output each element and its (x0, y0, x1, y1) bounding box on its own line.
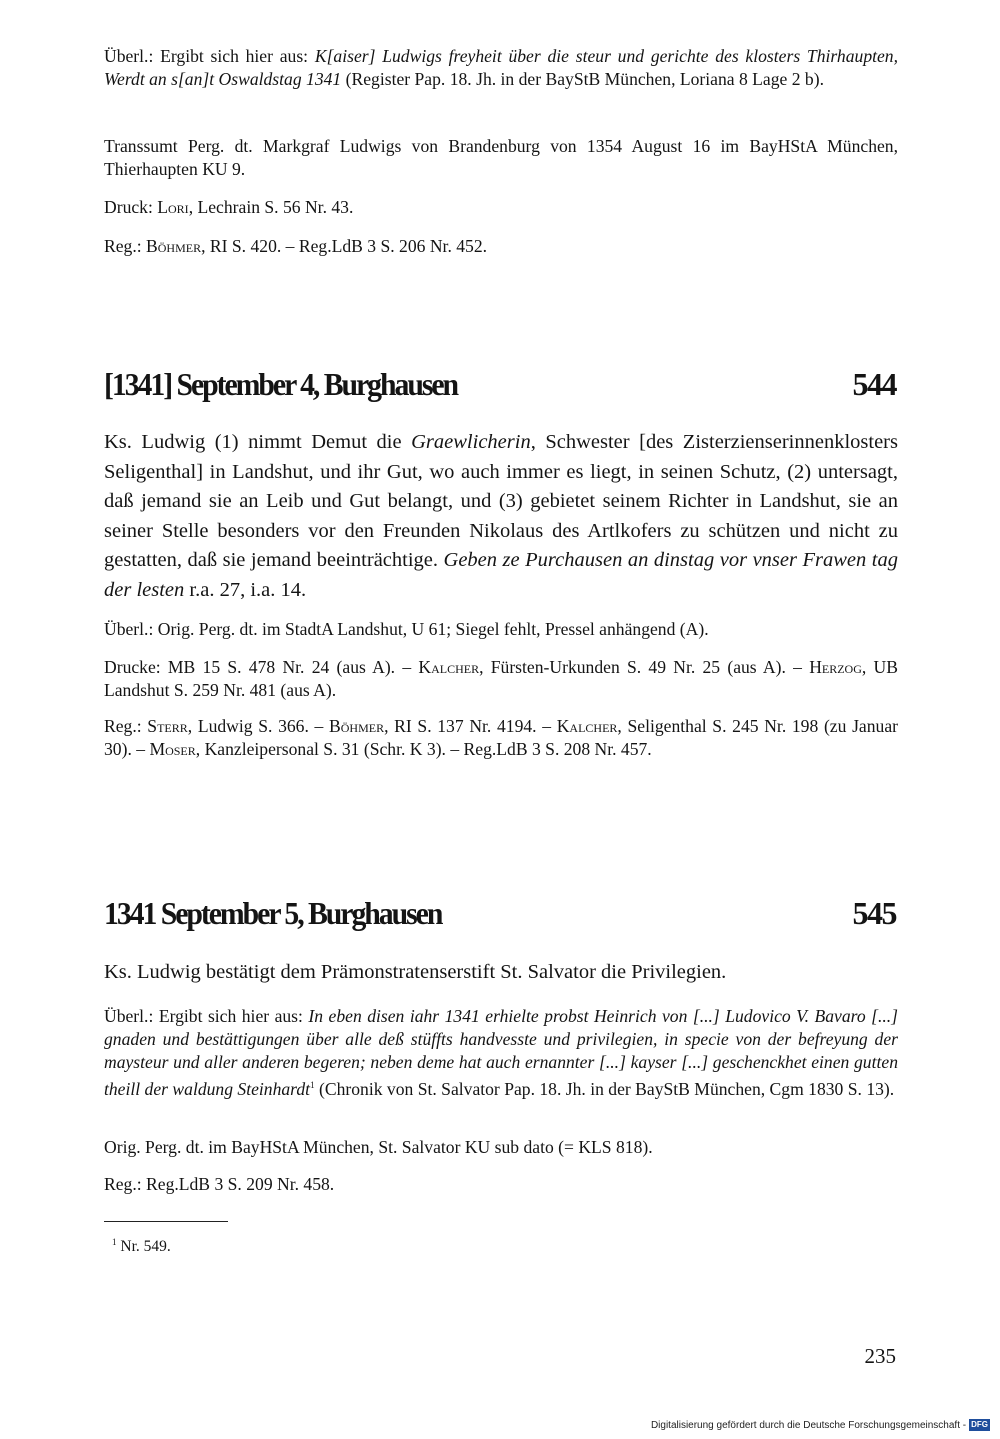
entry-545-summary: Ks. Ludwig bestätigt dem Prämonstratenserstift St. Salvator die Privilegien. (104, 961, 727, 983)
entry-545-number: 545 (852, 895, 896, 931)
entry-545-heading: 1341 September 5, Burghausen (104, 895, 442, 931)
entry-545-reg: Reg.: Reg.LdB 3 S. 209 Nr. 458. (104, 1174, 335, 1194)
top-transsumt: Transsumt Perg. dt. Markgraf Ludwigs von Brandenburg von 1354 August 16 im BayHStA München, Thierhaupten KU 9. (104, 136, 898, 179)
top-ueberl: Überl.: Ergibt sich hier aus: K[aiser] Ludwigs freyheit über die steur und gerichte des klosters Thirhaupten, Werdt an s[an]t Oswaldstag 1341 (Register Pap. 18. Jh. in der BayStB München, Loriana 8 Lage 2 b). (104, 46, 899, 89)
entry-544-datum: Geben ze Purchausen an dinstag vor vnser Frawen tag der lesten (104, 549, 898, 601)
entry-545-ueberl-quote: In eben disen iahr 1341 erhielte probst Heinrich von [...] Ludovico V. Bavaro [...] gnaden und bestättigungen über alle deß stüffts handvesste und privilegien, in specie von der befreyung der maysteur und aller anderen begeren; neben deme hat auch ernannter [...] kayser [...] geschenckhet einen gutten theill der waldung Steinhardt (104, 1006, 899, 1099)
top-ueberl-quote: K[aiser] Ludwigs freyheit über die steur und gerichte des klosters Thirhaupten, Werdt an s[an]t Oswaldstag 1341 (104, 46, 899, 89)
page-number: 235 (864, 1344, 896, 1368)
entry-544-number: 544 (852, 366, 896, 402)
entry-544-ueberl: Überl.: Orig. Perg. dt. im StadtA Landshut, U 61; Siegel fehlt, Pressel anhängend (A). (104, 619, 709, 639)
entry-545-orig: Orig. Perg. dt. im BayHStA München, St. Salvator KU sub dato (= KLS 818). (104, 1137, 653, 1157)
top-reg: Reg.: Böhmer, RI S. 420. – Reg.LdB 3 S. 206 Nr. 452. (104, 236, 488, 256)
entry-544-reg: Reg.: Sterr, Ludwig S. 366. – Böhmer, RI S. 137 Nr. 4194. – Kalcher, Seligenthal S. 245 Nr. 198 (zu Januar 30). – Moser, Kanzleipersonal S. 31 (Schr. K 3). – Reg.LdB 3 S. 208 Nr. 457. (104, 716, 898, 759)
entry-544-summary: Ks. Ludwig (1) nimmt Demut die Graewlicherin, Schwester [des Zisterzienserinnenklosters Seligenthal] in Landshut, und ihr Gut, wo auch immer es liegt, in seinen Schutz, (2) untersagt, daß jemand sie an Leib und Gut belangt, und (3) gebietet seinem Richter in Landshut, sie an seiner Stelle besonders vor den Freunden Nikolaus des Artlkofers zu schützen und nicht zu gestatten, daß sie jemand beeinträchtige. Geben ze Purchausen an dinstag vor vnser Frawen tag der lesten r.a. 27, i.a. 14. (104, 431, 898, 601)
footnote-rule (104, 1221, 228, 1222)
footnote: $^1$ Nr. 549. (112, 1237, 171, 1256)
entry-545-ueberl: Überl.: Ergibt sich hier aus: In eben disen iahr 1341 erhielte probst Heinrich von [...] Ludovico V. Bavaro [...] gnaden und bestättigungen über alle deß stüffts handvesste und privilegien, in specie von der befreyung der maysteur und aller anderen begeren; neben deme hat auch ernannter [...] kayser [...] geschenckhet einen gutten theill der waldung Steinhardt$^1$ (Chronik von St. Salvator Pap. 18. Jh. in der BayStB München, Cgm 1830 S. 13). (104, 1006, 899, 1099)
footnote-ref: 1 (310, 1080, 315, 1090)
entry-544-drucke: Drucke: MB 15 S. 478 Nr. 24 (aus A). – Kalcher, Fürsten-Urkunden S. 49 Nr. 25 (aus A). – Herzog, UB Landshut S. 259 Nr. 481 (aus A). (104, 657, 898, 700)
funding-note: Digitalisierung gefördert durch die Deutsche Forschungsgemeinschaft - DFG (650, 1419, 988, 1431)
top-druck: Druck: Lori, Lechrain S. 56 Nr. 43. (104, 197, 354, 217)
dfg-logo: DFG (971, 1420, 988, 1429)
entry-544-heading: [1341] September 4, Burghausen (104, 366, 458, 402)
